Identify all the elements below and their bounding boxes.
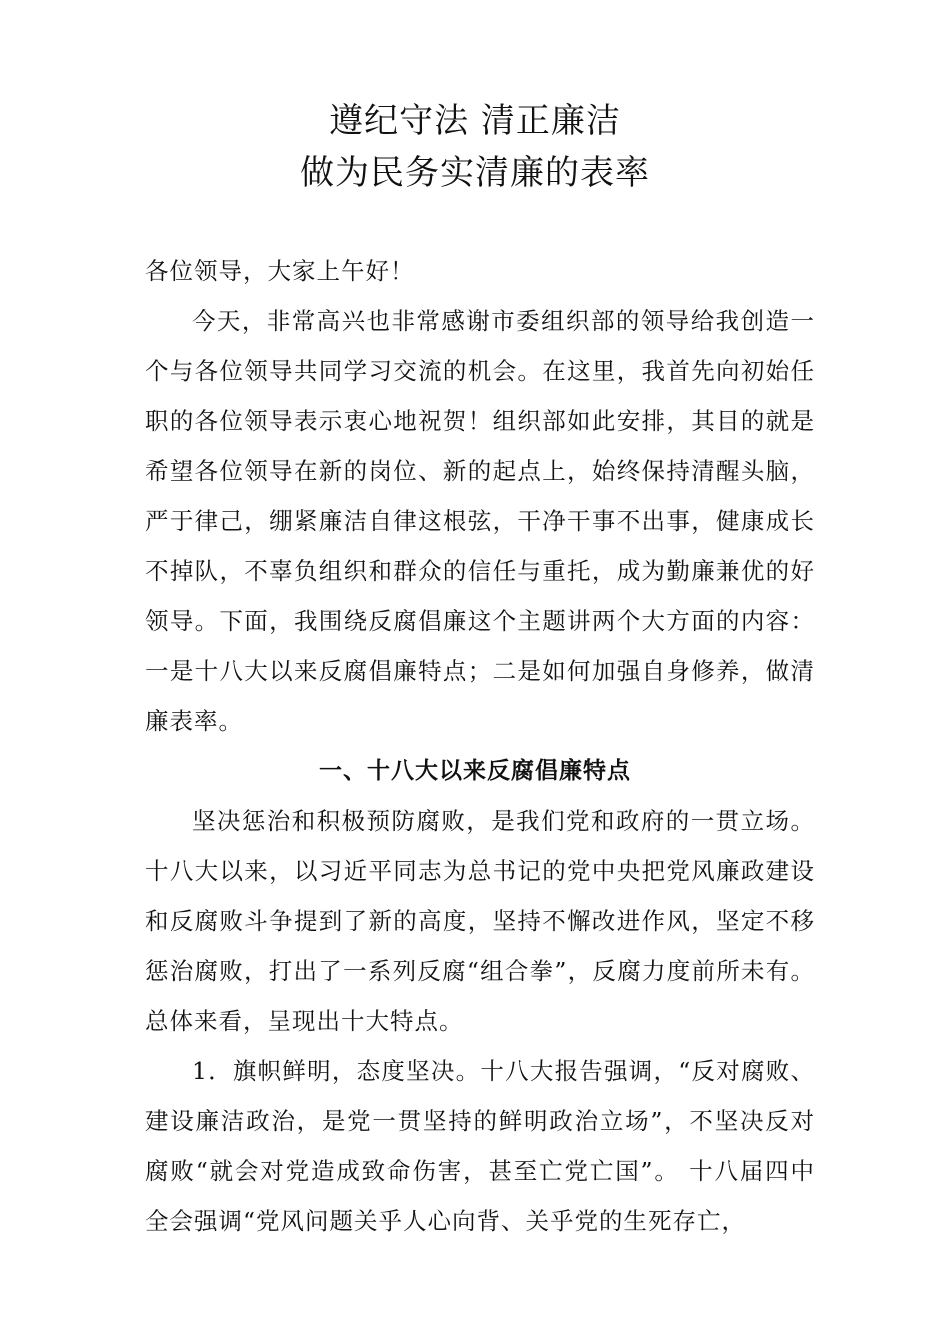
paragraph-intro: 今天，非常高兴也非常感谢市委组织部的领导给我创造一个与各位领导共同学习交流的机会。在这里，我首先向初始任职的各位领导表示衷心地祝贺！组织部如此安排，其目的就是希望各位领导在新的岗位、新的起点上，始终保持清醒头脑，严于律己，绷紧廉洁自律这根弦，干净干事不出事，健康成长不掉队，不辜负组织和群众的信任与重托，成为勤廉兼优的好领导。下面，我围绕反腐倡廉这个主题讲两个大方面的内容：一是十八大以来反腐倡廉特点；二是如何加强自身修养，做清廉表率。	[145, 307, 815, 735]
paragraph-point-1	[145, 1046, 815, 1246]
point-1-title: 1．旗帜鲜明，态度坚决。	[192, 1057, 481, 1085]
section-heading: 一、十八大以来反腐倡廉特点	[319, 758, 631, 784]
paragraph-overview: 坚决惩治和积极预防腐败，是我们党和政府的一贯立场。十八大以来，以习近平同志为总书记的党中央把党风廉政建设和反腐败斗争提到了新的高度，坚持不懈改进作风，坚定不移惩治腐败，打出了一系列反腐“组合拳”，反腐力度前所未有。总体来看，呈现出十大特点。	[145, 807, 815, 1035]
greeting: 各位领导，大家上午好！	[145, 257, 415, 285]
point-1-text: 十八大报告强调，“反对腐败、建设廉洁政治，是党一贯坚持的鲜明政治立场”，不坚决反对腐败“就会对党造成致命伤害，甚至亡党亡国”。 十八届四中全会强调“党风问题关乎人心向背、关乎党的生死存亡，	[145, 1057, 816, 1235]
document-title-line-2: 做为民务实清廉的表率	[300, 153, 650, 193]
document-title-line-1: 遵纪守法 清正廉洁	[329, 101, 621, 141]
